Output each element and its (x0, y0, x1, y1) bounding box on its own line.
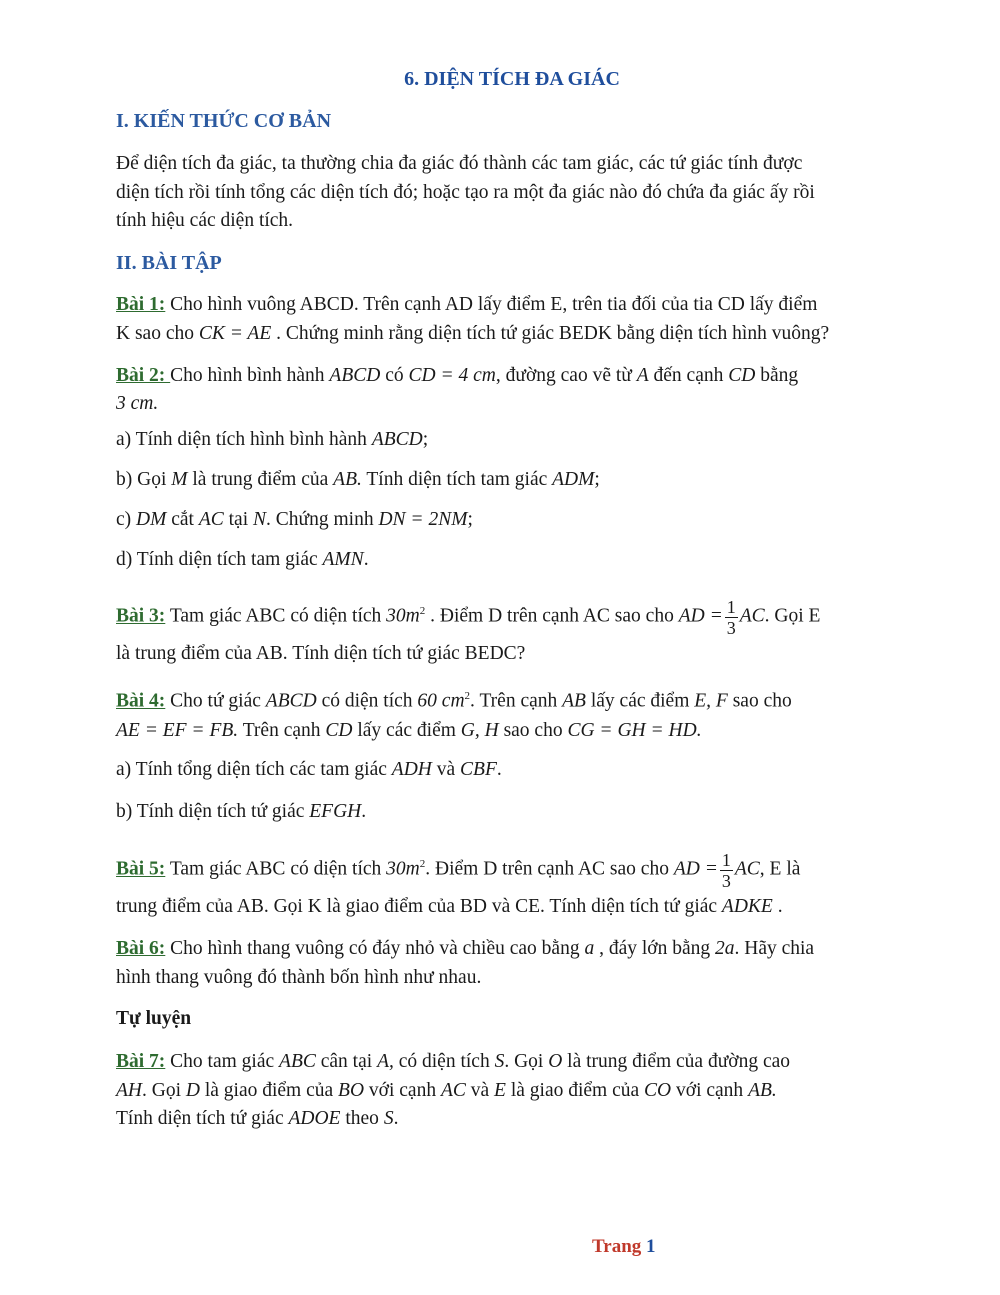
exercise-2: Bài 2: Cho hình bình hành ABCD có CD = 4 cm, đường cao vẽ từ A đến cạnh CD bằng 3 cm. (116, 365, 799, 414)
page-number (592, 1236, 656, 1258)
math-expression: CK = AE (198, 322, 272, 344)
exercise-label: Bài 5: (116, 858, 166, 880)
page-word: Trang (592, 1236, 642, 1257)
document-title: 6. DIỆN TÍCH ĐA GIÁC (404, 68, 620, 90)
section-heading-basics: I. KIẾN THỨC CƠ BẢN (116, 110, 332, 132)
exercise-5: Bài 5: Tam giác ABC có diện tích $30m^2$. Điểm D trên cạnh AC sao cho AD = $\frac{1}{3}$ AC, E là trung điểm của AB. Gọi K là giao điểm của BD và CE. Tính diện tích tứ giác ADKE . (116, 849, 801, 917)
exercise-2-part-d: d) Tính diện tích tam giác AMN. (116, 549, 369, 570)
page-num: 1 (646, 1236, 656, 1257)
exercise-label: Bài 7: (116, 1051, 166, 1072)
basics-line: Để diện tích đa giác, ta thường chia đa giác đó thành các tam giác, các tứ giác tính được (116, 153, 803, 174)
basics-line: diện tích rồi tính tổng các diện tích đó; hoặc tạo ra một đa giác nào đó chứa đa giác ấy rồi (116, 181, 815, 203)
exercise-2-part-c: c) DM cắt AC tại N. Chứng minh DN = 2NM; (116, 509, 473, 530)
exercise-label: Bài 3: (116, 605, 166, 627)
exercise-2-part-b: b) Gọi M là trung điểm của AB. Tính diện tích tam giác ADM; (116, 469, 600, 490)
exercise-label: Bài 6: (116, 938, 166, 959)
exercise-4-part-a: a) Tính tổng diện tích các tam giác ADH và CBF. (116, 759, 502, 780)
exercise-4: Bài 4: Cho tứ giác ABCD có diện tích 60 $cm^2$. Trên cạnh AB lấy các điểm E, F sao cho AE = EF = FB. Trên cạnh CD lấy các điểm G, H sao cho CG = GH = HD. (116, 690, 792, 741)
section-heading-exercises: II. BÀI TẬP (116, 252, 222, 274)
basics-paragraph (116, 150, 908, 236)
exercise-label: Bài 4: (116, 690, 166, 712)
basics-line: tính hiệu các diện tích. (116, 210, 294, 231)
exercise-label: Bài 1: (116, 294, 166, 315)
self-practice-heading: Tự luyện (116, 1008, 192, 1029)
exercise-1: Bài 1: Cho hình vuông ABCD. Trên cạnh AD lấy điểm E, trên tia đối của tia CD lấy điểm K sao cho CK = AE . Chứng minh rằng diện tích tứ giác BEDK bằng diện tích hình vuông? (116, 294, 830, 344)
fraction: $\frac{1}{3}$ (721, 849, 731, 891)
exercise-2-part-a: a) Tính diện tích hình bình hành ABCD; (116, 429, 429, 450)
exercise-3: Bài 3: Tam giác ABC có diện tích $30m^2$ . Điểm D trên cạnh AC sao cho AD = $\frac{1}{3}$ AC. Gọi E là trung điểm của AB. Tính diện tích tứ giác BEDC? (116, 596, 821, 664)
exercise-4-part-b: b) Tính diện tích tứ giác EFGH. (116, 801, 367, 822)
exercise-7: Bài 7: Cho tam giác ABC cân tại A, có diện tích S. Gọi O là trung điểm của đường cao AH. Gọi D là giao điểm của BO với cạnh AC và E là giao điểm của CO với cạnh AB. Tính diện tích tứ giác ADOE theo S. (116, 1051, 791, 1129)
exercise-label: Bài 2: (116, 365, 171, 386)
fraction: $\frac{1}{3}$ (726, 596, 736, 638)
exercise-6: Bài 6: Cho hình thang vuông có đáy nhỏ và chiều cao bằng a , đáy lớn bằng 2a. Hãy chia hình thang vuông đó thành bốn hình như nhau. (116, 938, 815, 988)
